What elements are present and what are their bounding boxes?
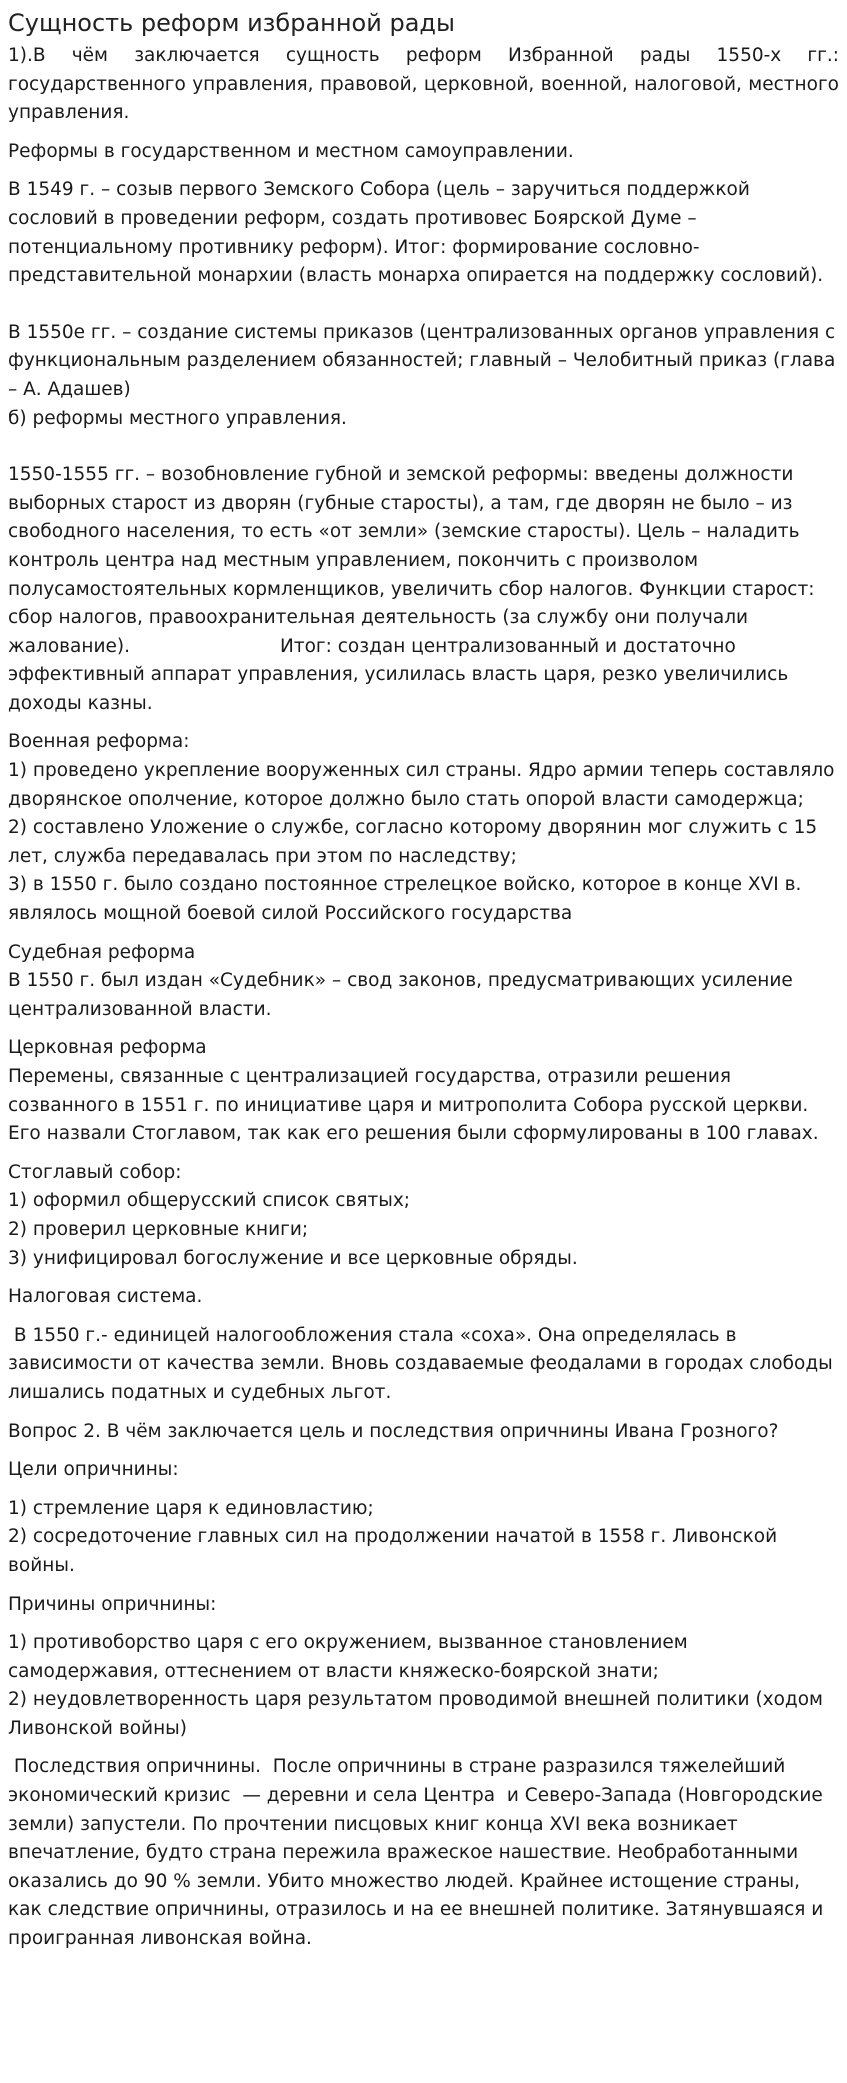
blank-line bbox=[8, 291, 839, 319]
causes-heading: Причины опричнины: bbox=[8, 1593, 217, 1615]
document-body bbox=[8, 42, 839, 1954]
military-item: 1) проведено укрепление вооруженных сил страны. Ядро армии теперь составляло дворянское ополчение, которое должно было стать опорой власти самодержца; bbox=[8, 760, 835, 810]
section-state-heading: Реформы в государственном и местном самоуправлении. bbox=[8, 140, 574, 162]
church-text: Перемены, связанные с централизацией государства, отразили решения созванного в 1551 г. по инициативе царя и митрополита Собора русской церкви. Его назвали Стоглавом, так как его решения были сформулированы в 100 главах. bbox=[8, 1066, 819, 1145]
gubnaya-reform-text: 1550-1555 гг. – возобновление губной и земской реформы: введены должности выборных старост из дворян (губные старосты), а там, где дворян не было – из свободного населения, то есть «от земли» (земские старосты). Цель – наладить контроль центра над местным управлением, покончить с произволом полусамостоятельных кормленщиков, увеличить сбор налогов. Функции старост: сбор налогов, правоохранительная деятельность (за службу они получали жалование). bbox=[8, 464, 815, 657]
judicial-heading: Судебная реформа bbox=[8, 941, 196, 963]
tax-text: В 1550 г.- единицей налогообложения стала «соха». Она определялась в зависимости от качества земли. Вновь создаваемые феодалами в городах слободы лишались податных и судебных льгот. bbox=[8, 1324, 839, 1403]
stoglav-block bbox=[8, 1159, 839, 1273]
goals-item: 2) сосредоточение главных сил на продолжении начатой в 1558 г. Ливонской войны. bbox=[8, 1526, 778, 1576]
question-2: Вопрос 2. В чём заключается цель и последствия опричнины Ивана Грозного? bbox=[8, 1420, 779, 1442]
blank-line bbox=[8, 433, 839, 461]
gubnaya-reform-result: Итог: создан централизованный и достаточно эффективный аппарат управления, усилилась власть царя, резко увеличились доходы казны. bbox=[8, 635, 789, 714]
stoglav-heading: Стоглавый собор: bbox=[8, 1161, 182, 1183]
judicial-reform-block bbox=[8, 939, 839, 1025]
military-item: 2) составлено Уложение о службе, согласно которому дворянин мог служить с 15 лет, служба передавалась при этом по наследству; bbox=[8, 817, 818, 867]
question-1: 1).В чём заключается сущность реформ Избранной рады 1550-х гг.: государственного управления, правовой, церковной, военной, налоговой, местного управления. bbox=[8, 45, 839, 124]
goals-heading: Цели опричнины: bbox=[8, 1459, 179, 1481]
local-reforms-label: б) реформы местного управления. bbox=[8, 407, 347, 429]
church-reform-block bbox=[8, 1034, 839, 1148]
stoglav-item: 1) оформил общерусский список святых; bbox=[8, 1190, 411, 1212]
goals-list bbox=[8, 1495, 839, 1581]
prikazy-paragraph: В 1550е гг. – создание системы приказов (централизованных органов управления с функциональным разделением обязанностей; главный – Челобитный приказ (глава – А. Адашев) bbox=[8, 321, 836, 400]
stoglav-item: 3) унифицировал богослужение и все церковные обряды. bbox=[8, 1247, 578, 1269]
military-item: 3) в 1550 г. было создано постоянное стрелецкое войско, которое в конце XVI в. являлось мощной боевой силой Российского государства bbox=[8, 874, 802, 925]
church-heading: Церковная реформа bbox=[8, 1037, 207, 1059]
page-title: Сущность реформ избранной рады bbox=[8, 9, 455, 37]
military-heading: Военная реформа: bbox=[8, 731, 190, 753]
consequences-paragraph: Последствия опричнины. После опричнины в стране разразился тяжелейший экономический кризис — деревни и села Центра и Северо-Запада (Новгородские земли) запустели. По прочтении писцовых книг конца XVI века возникает впечатление, будто страна пережила вражеское нашествие. Необработанными оказались до 90 % земли. Убито множество людей. Крайнее истощение страны, как следствие опричнины, отразилось и на ее внешней политике. Затянувшаяся и проигранная ливонская война. bbox=[8, 1756, 830, 1950]
judicial-text: В 1550 г. был издан «Судебник» – свод законов, предусматривающих усиление централизованной власти. bbox=[8, 970, 793, 1020]
gubnaya-reform-paragraph bbox=[8, 461, 839, 718]
stoglav-item: 2) проверил церковные книги; bbox=[8, 1218, 309, 1240]
causes-item: 1) противоборство царя с его окружением, вызванное становлением самодержавия, оттеснением от власти княжеско-боярской знати; bbox=[8, 1632, 688, 1682]
goals-item: 1) стремление царя к единовластию; bbox=[8, 1497, 374, 1519]
military-reform-block bbox=[8, 728, 839, 928]
causes-list bbox=[8, 1629, 839, 1743]
tax-heading: Налоговая система. bbox=[8, 1286, 203, 1308]
causes-item: 2) неудовлетворенность царя результатом проводимой внешней политики (ходом Ливонской войны) bbox=[8, 1689, 823, 1739]
zemsky-sobor-paragraph: В 1549 г. – созыв первого Земского Собора (цель – заручиться поддержкой сословий в проведении реформ, создать противовес Боярской Думе – потенциальному противнику реформ). Итог: формирование сословно-представительной монархии (власть монарха опирается на поддержку сословий). bbox=[8, 179, 824, 287]
